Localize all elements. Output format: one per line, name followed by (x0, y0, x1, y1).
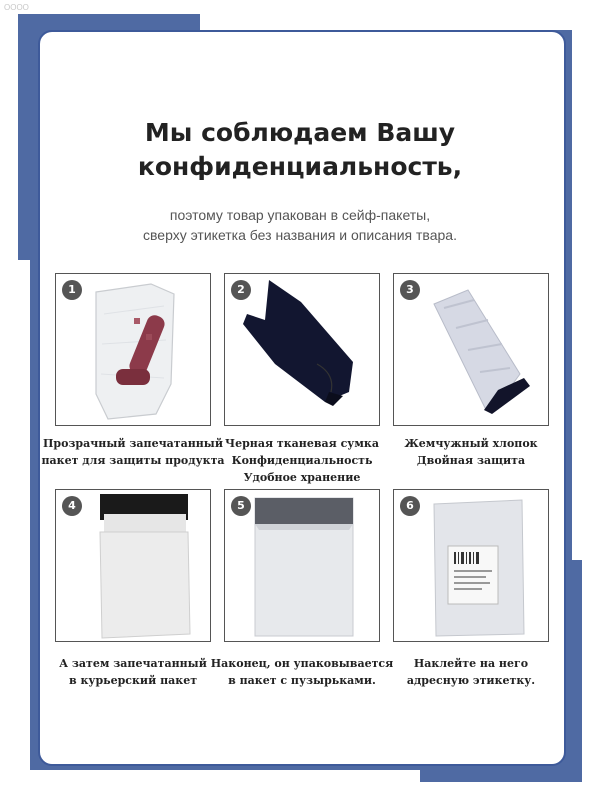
step-3-caption: Жемчужный хлопок Двойная защита (404, 437, 538, 467)
watermark-text: OOOO (4, 3, 29, 12)
step-1-badge: 1 (62, 280, 82, 300)
step-5-photo (224, 489, 380, 642)
step-3-photo (393, 273, 549, 426)
frame-cutout-right (572, 0, 600, 560)
step-2-photo (224, 273, 380, 426)
step-6-photo (393, 489, 549, 642)
step-4-badge: 4 (62, 496, 82, 516)
page-title-line-1: Мы соблюдаем Вашу (144, 118, 456, 147)
step-3-badge: 3 (400, 280, 420, 300)
frame-cutout-bottom (0, 770, 420, 800)
frame-cutout-left (0, 260, 30, 800)
step-2-caption: Черная тканевая сумка Конфиденциальность Удобное хранение (225, 437, 379, 484)
step-4-caption: А затем запечатанный в курьерский пакет (59, 657, 207, 687)
step-1-photo (55, 273, 211, 426)
step-2-badge: 2 (231, 280, 251, 300)
step-1-caption: Прозрачный запечатанный пакет для защиты продукта (41, 437, 225, 467)
step-6-badge: 6 (400, 496, 420, 516)
subtitle-line-2: сверху этикетка без названия и описания твара. (143, 227, 457, 243)
frame-cutout-top (200, 0, 600, 30)
step-5-caption: Наконец, он упаковывается в пакет с пузырьками. (210, 657, 394, 687)
page-title-line-2: конфиденциальность, (137, 152, 463, 181)
step-4-photo (55, 489, 211, 642)
subtitle-line-1: поэтому товар упакован в сейф-пакеты, (169, 207, 431, 223)
step-5-badge: 5 (231, 496, 251, 516)
step-6-caption: Наклейте на него адресную этикетку. (406, 657, 536, 687)
